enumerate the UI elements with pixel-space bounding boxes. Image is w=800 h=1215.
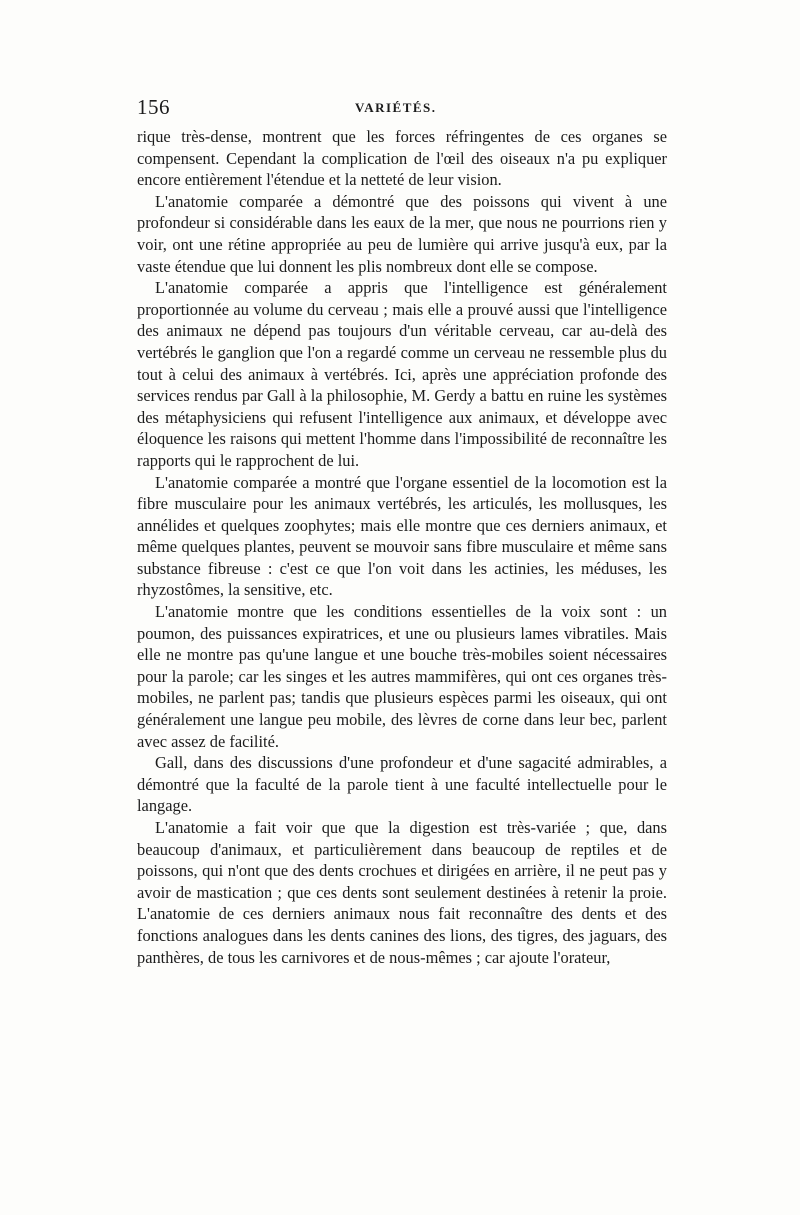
paragraph-continuation: rique très-dense, montrent que les forces réfringentes de ces organes se compensent. Cependant la complication de l'œil des oiseaux n'a pu expliquer encore entièrement l'étendue et la netteté de leur vision.: [137, 127, 667, 190]
page-header: [137, 95, 667, 123]
paragraph: L'anatomie montre que les conditions essentielles de la voix sont : un poumon, des puissances expiratrices, et une ou plusieurs lames vibratiles. Mais elle ne montre pas qu'une langue et une bouche très-mobiles soient nécessaires pour la parole; car les singes et les autres mammifères, qui ont ces organes très-mobiles, ne parlent pas; tandis que plusieurs espèces parmi les oiseaux, qui ont généralement une langue peu mobile, des lèvres de corne dans leur bec, parlent avec assez de facilité.: [137, 602, 667, 751]
body-text: [137, 126, 667, 968]
paragraph: L'anatomie comparée a montré que l'organe essentiel de la locomotion est la fibre musculaire pour les animaux vertébrés, les articulés, les mollusques, les annélides et quelques zoophytes; mais elle montre que ces derniers animaux, et même quelques plantes, peuvent se mouvoir sans fibre musculaire et même sans substance fibreuse : c'est ce que l'on voit dans les actinies, les méduses, les rhyzostômes, la sensitive, etc.: [137, 472, 667, 600]
paragraph: L'anatomie comparée a démontré que des poissons qui vivent à une profondeur si considérable dans les eaux de la mer, que nous ne pourrions rien y voir, ont une rétine appropriée au peu de lumière qui arrive jusqu'à eux, par la vaste étendue que lui donnent les plis nombreux dont elle se compose.: [137, 191, 667, 276]
running-head: VARIÉTÉS.: [355, 100, 437, 115]
paragraph: L'anatomie a fait voir que que la digestion est très-variée ; que, dans beaucoup d'animaux, et particulièrement dans beaucoup de reptiles et de poissons, qui n'ont que des dents crochues et dirigées en arrière, il ne peut pas y avoir de mastication ; que ces dents sont seulement destinées à retenir la proie. L'anatomie de ces derniers animaux nous fait reconnaître des dents et des fonctions analogues dans les dents canines des lions, des tigres, des jaguars, des panthères, de tous les carnivores et de nous-mêmes ; car ajoute l'orateur,: [137, 818, 667, 967]
paragraph: L'anatomie comparée a appris que l'intelligence est généralement proportionnée au volume du cerveau ; mais elle a prouvé aussi que l'intelligence des animaux ne dépend pas toujours d'un véritable cerveau, car au-delà des vertébrés le ganglion que l'on a regardé comme un cerveau ne ressemble plus du tout à celui des animaux à vertébrés. Ici, après une appréciation profonde des services rendus par Gall à la philosophie, M. Gerdy a battu en ruine les systèmes des métaphysiciens qui refusent l'intelligence aux animaux, et développe avec éloquence les raisons qui mettent l'homme dans l'impossibilité de reconnaître les rapports qui le rapprochent de lui.: [137, 278, 667, 470]
page-number: 156: [137, 95, 170, 119]
paragraph: Gall, dans des discussions d'une profondeur et d'une sagacité admirables, a démontré que la faculté de la parole tient à une faculté intellectuelle pour le langage.: [137, 753, 667, 816]
